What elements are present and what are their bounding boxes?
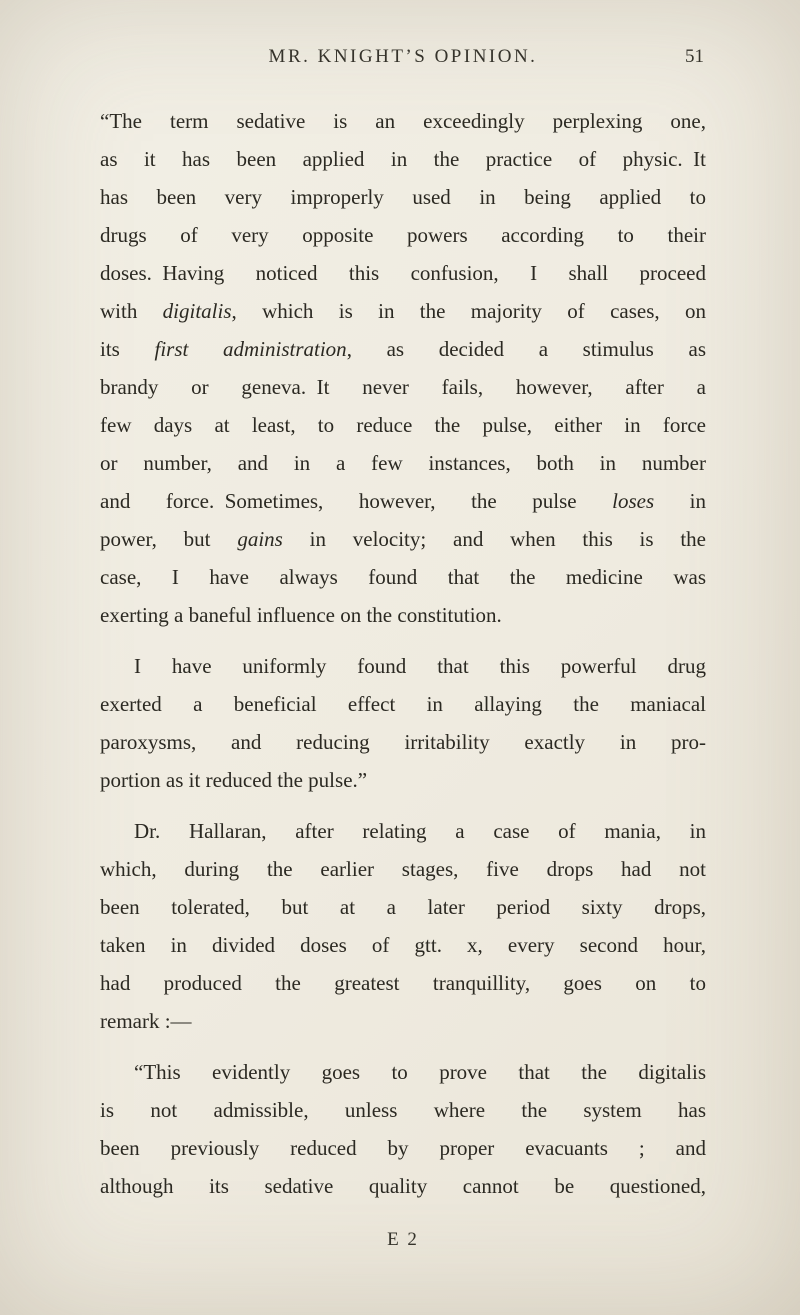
paragraph bbox=[100, 812, 706, 1040]
text-segment: been previously reduced by proper evacuants ; and bbox=[100, 1136, 706, 1160]
text-line bbox=[100, 368, 706, 406]
text-segment: is not admissible, unless where the system has bbox=[100, 1098, 706, 1122]
text-line bbox=[100, 812, 706, 850]
text-line bbox=[100, 292, 706, 330]
page-header bbox=[100, 46, 706, 78]
text-line bbox=[100, 330, 706, 368]
text-line bbox=[100, 520, 706, 558]
text-segment: and force. Sometimes, however, the pulse bbox=[100, 489, 613, 513]
text-segment: portion as it reduced the pulse.” bbox=[100, 768, 368, 792]
text-segment: although its sedative quality cannot be questioned, bbox=[100, 1174, 706, 1198]
paragraph bbox=[100, 102, 706, 634]
text-segment: with bbox=[100, 299, 163, 323]
text-line bbox=[100, 1053, 706, 1091]
text-segment: in bbox=[654, 489, 706, 513]
text-block bbox=[100, 102, 706, 1205]
text-segment: as it has been applied in the practice of physic. It bbox=[100, 147, 706, 171]
text-segment: exerted a beneficial effect in allaying the maniacal bbox=[100, 692, 706, 716]
text-segment: I have uniformly found that this powerful drug bbox=[134, 654, 706, 678]
text-line bbox=[100, 482, 706, 520]
text-line bbox=[100, 926, 706, 964]
text-line bbox=[100, 1091, 706, 1129]
text-segment: has been very improperly used in being applied to bbox=[100, 185, 706, 209]
text-segment: case, I have always found that the medicine was bbox=[100, 565, 706, 589]
text-segment: remark :— bbox=[100, 1009, 192, 1033]
text-line bbox=[100, 102, 706, 140]
italic-text: first administration bbox=[154, 337, 347, 361]
text-segment: brandy or geneva. It never fails, however, after a bbox=[100, 375, 706, 399]
text-line bbox=[100, 1167, 706, 1205]
italic-text: loses bbox=[612, 489, 655, 513]
text-segment: taken in divided doses of gtt. x, every second hour, bbox=[100, 933, 706, 957]
text-line bbox=[100, 178, 706, 216]
text-segment: had produced the greatest tranquillity, goes on to bbox=[100, 971, 706, 995]
text-segment: been tolerated, but at a later period sixty drops, bbox=[100, 895, 706, 919]
text-line bbox=[100, 647, 706, 685]
text-segment: which, during the earlier stages, five drops had not bbox=[100, 857, 706, 881]
running-title: MR. KNIGHT’S OPINION. bbox=[268, 46, 538, 67]
text-line bbox=[100, 850, 706, 888]
text-segment: “The term sedative is an exceedingly perplexing one, bbox=[100, 109, 706, 133]
paragraph bbox=[100, 1053, 706, 1205]
text-segment: “This evidently goes to prove that the digitalis bbox=[134, 1060, 706, 1084]
text-line bbox=[100, 1129, 706, 1167]
text-segment: few days at least, to reduce the pulse, either in force bbox=[100, 413, 706, 437]
text-segment: doses. Having noticed this confusion, I shall proceed bbox=[100, 261, 706, 285]
text-segment: Dr. Hallaran, after relating a case of mania, in bbox=[134, 819, 706, 843]
signature-mark: E 2 bbox=[387, 1229, 419, 1250]
text-line bbox=[100, 1002, 706, 1040]
text-line bbox=[100, 406, 706, 444]
text-line bbox=[100, 596, 706, 634]
text-segment: paroxysms, and reducing irritability exactly in pro- bbox=[100, 730, 706, 754]
italic-text: gains bbox=[237, 527, 283, 551]
text-segment: , which is in the majority of cases, on bbox=[231, 299, 706, 323]
text-segment: drugs of very opposite powers according to their bbox=[100, 223, 706, 247]
text-line bbox=[100, 558, 706, 596]
text-line bbox=[100, 254, 706, 292]
paragraph bbox=[100, 647, 706, 799]
text-segment: or number, and in a few instances, both in number bbox=[100, 451, 706, 475]
page-number: 51 bbox=[685, 46, 704, 67]
text-line bbox=[100, 140, 706, 178]
text-segment: in velocity; and when this is the bbox=[282, 527, 706, 551]
text-segment: its bbox=[100, 337, 155, 361]
text-line bbox=[100, 723, 706, 761]
text-segment: power, but bbox=[100, 527, 238, 551]
text-line bbox=[100, 444, 706, 482]
text-line bbox=[100, 888, 706, 926]
text-line bbox=[100, 761, 706, 799]
text-line bbox=[100, 216, 706, 254]
text-line bbox=[100, 685, 706, 723]
italic-text: digitalis bbox=[162, 299, 232, 323]
text-segment: exerting a baneful influence on the constitution. bbox=[100, 603, 502, 627]
text-segment: , as decided a stimulus as bbox=[346, 337, 706, 361]
page-body bbox=[100, 46, 706, 1251]
text-line bbox=[100, 964, 706, 1002]
